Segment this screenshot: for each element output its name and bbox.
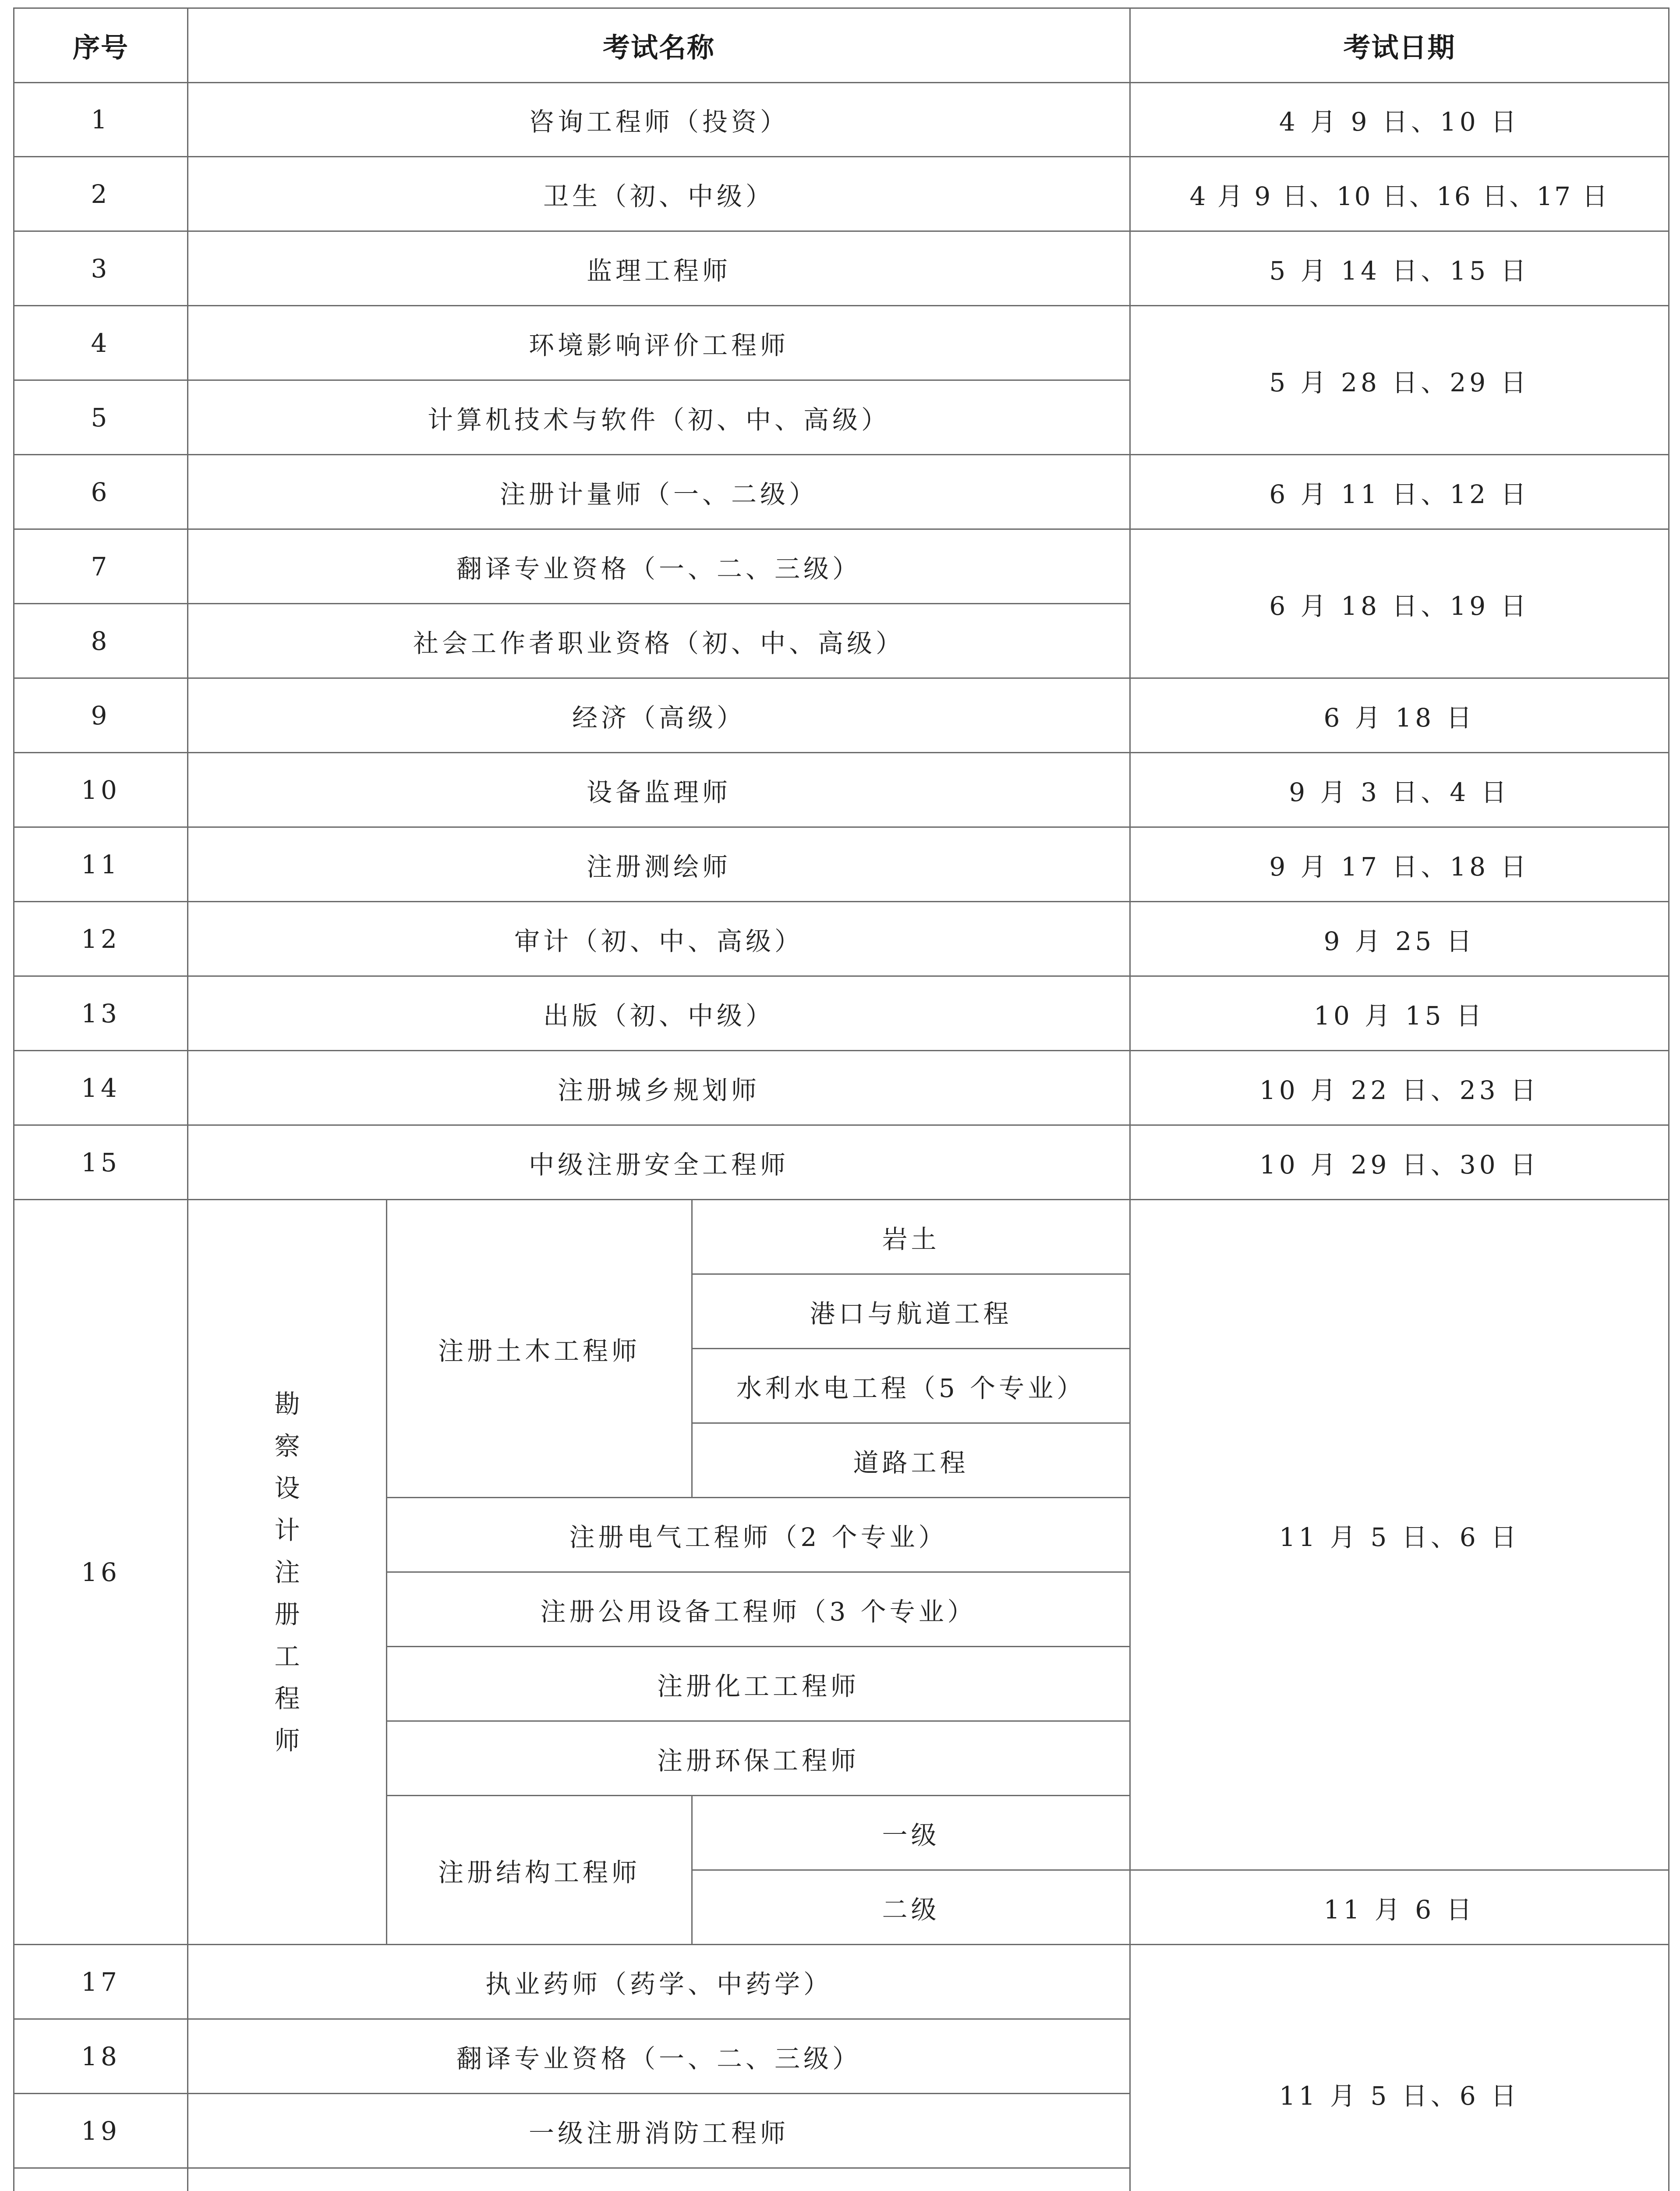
exam-date: 10 月 22 日、23 日 bbox=[1130, 1051, 1669, 1125]
exam-date: 6 月 18 日 bbox=[1130, 678, 1669, 753]
exam-name: 计算机技术与软件（初、中、高级） bbox=[188, 380, 1130, 455]
table-row bbox=[14, 82, 1669, 157]
exam-date: 4 月 9 日、10 日、16 日、17 日 bbox=[1130, 157, 1669, 231]
row-seq: 15 bbox=[14, 1125, 188, 1200]
row-seq: 14 bbox=[14, 1051, 188, 1125]
exam-date: 6 月 18 日、19 日 bbox=[1130, 529, 1669, 678]
row-seq: 19 bbox=[14, 2094, 188, 2168]
structural-level: 一级 bbox=[692, 1796, 1130, 1870]
exam-date: 10 月 15 日 bbox=[1130, 976, 1669, 1051]
table-row bbox=[14, 1125, 1669, 1200]
exam-date: 5 月 28 日、29 日 bbox=[1130, 306, 1669, 455]
exam-date: 4 月 9 日、10 日 bbox=[1130, 82, 1669, 157]
civil-specialty: 港口与航道工程 bbox=[692, 1274, 1130, 1349]
exam-name: 注册化工工程师 bbox=[387, 1647, 1130, 1721]
header-name: 考试名称 bbox=[188, 8, 1130, 83]
exam-name: 一级注册消防工程师 bbox=[188, 2094, 1130, 2168]
row-seq: 4 bbox=[14, 306, 188, 380]
exam-name: 注册测绘师 bbox=[188, 827, 1130, 902]
exam-name: 监理工程师 bbox=[188, 231, 1130, 306]
exam-date: 5 月 14 日、15 日 bbox=[1130, 231, 1669, 306]
header-date: 考试日期 bbox=[1130, 8, 1669, 83]
table-row bbox=[14, 902, 1669, 976]
table-row bbox=[14, 827, 1669, 902]
row-seq: 3 bbox=[14, 231, 188, 306]
exam-name: 执业药师（药学、中药学） bbox=[188, 1945, 1130, 2019]
header-row bbox=[14, 8, 1669, 83]
exam-date: 6 月 11 日、12 日 bbox=[1130, 455, 1669, 529]
row-seq: 6 bbox=[14, 455, 188, 529]
row-seq: 8 bbox=[14, 604, 188, 678]
exam-name: 注册计量师（一、二级） bbox=[188, 455, 1130, 529]
exam-name: 出版（初、中级） bbox=[188, 976, 1130, 1051]
row-seq: 11 bbox=[14, 827, 188, 902]
exam-date: 11 月 5 日、6 日 bbox=[1130, 1945, 1669, 2191]
row-seq: 2 bbox=[14, 157, 188, 231]
exam-name: 注册环保工程师 bbox=[387, 1721, 1130, 1796]
table-row bbox=[14, 1051, 1669, 1125]
table-row bbox=[14, 976, 1669, 1051]
exam-name: 设备监理师 bbox=[188, 753, 1130, 827]
exam-name: 环境影响评价工程师 bbox=[188, 306, 1130, 380]
civil-specialty: 道路工程 bbox=[692, 1423, 1130, 1498]
exam-date: 9 月 25 日 bbox=[1130, 902, 1669, 976]
row-seq: 7 bbox=[14, 529, 188, 604]
row-seq: 5 bbox=[14, 380, 188, 455]
civil-specialty: 水利水电工程（5 个专业） bbox=[692, 1349, 1130, 1423]
table-row bbox=[14, 678, 1669, 753]
row-seq: 9 bbox=[14, 678, 188, 753]
exam-date: 9 月 17 日、18 日 bbox=[1130, 827, 1669, 902]
header-seq: 序号 bbox=[14, 8, 188, 83]
row-seq bbox=[14, 2168, 188, 2191]
structural-engineer-name: 注册结构工程师 bbox=[387, 1796, 692, 1945]
row-seq: 12 bbox=[14, 902, 188, 976]
table-row bbox=[14, 306, 1669, 380]
exam-name: 社会工作者职业资格（初、中、高级） bbox=[188, 604, 1130, 678]
table-row bbox=[14, 529, 1669, 604]
table-row bbox=[14, 231, 1669, 306]
civil-specialty: 岩土 bbox=[692, 1200, 1130, 1274]
exam-name: 注册公用设备工程师（3 个专业） bbox=[387, 1572, 1130, 1647]
exam-name: 翻译专业资格（一、二、三级） bbox=[188, 529, 1130, 604]
exam-date: 11 月 5 日、6 日 bbox=[1130, 1200, 1669, 1870]
row-seq: 16 bbox=[14, 1200, 188, 1945]
exam-schedule-table bbox=[13, 7, 1669, 2191]
row-seq: 10 bbox=[14, 753, 188, 827]
exam-name: 注册电气工程师（2 个专业） bbox=[387, 1498, 1130, 1572]
exam-name: 中级注册安全工程师 bbox=[188, 1125, 1130, 1200]
row-seq: 18 bbox=[14, 2019, 188, 2094]
row-seq: 1 bbox=[14, 82, 188, 157]
group-name-vertical bbox=[188, 1200, 387, 1945]
exam-name: 咨询工程师（投资） bbox=[188, 82, 1130, 157]
row-seq: 17 bbox=[14, 1945, 188, 2019]
exam-name bbox=[188, 2168, 1130, 2191]
exam-name: 注册城乡规划师 bbox=[188, 1051, 1130, 1125]
exam-date: 9 月 3 日、4 日 bbox=[1130, 753, 1669, 827]
exam-name: 审计（初、中、高级） bbox=[188, 902, 1130, 976]
row-seq: 13 bbox=[14, 976, 188, 1051]
table-row bbox=[14, 1200, 1669, 1274]
table-row bbox=[14, 1945, 1669, 2019]
civil-engineer-name: 注册土木工程师 bbox=[387, 1200, 692, 1498]
structural-level: 二级 bbox=[692, 1870, 1130, 1945]
exam-date: 11 月 6 日 bbox=[1130, 1870, 1669, 1945]
table-row bbox=[14, 753, 1669, 827]
exam-name: 经济（高级） bbox=[188, 678, 1130, 753]
table-row bbox=[14, 455, 1669, 529]
group-name-text: 勘察设计注册工程师 bbox=[274, 1389, 300, 1755]
table-row bbox=[14, 157, 1669, 231]
exam-name: 卫生（初、中级） bbox=[188, 157, 1130, 231]
exam-date: 10 月 29 日、30 日 bbox=[1130, 1125, 1669, 1200]
exam-name: 翻译专业资格（一、二、三级） bbox=[188, 2019, 1130, 2094]
